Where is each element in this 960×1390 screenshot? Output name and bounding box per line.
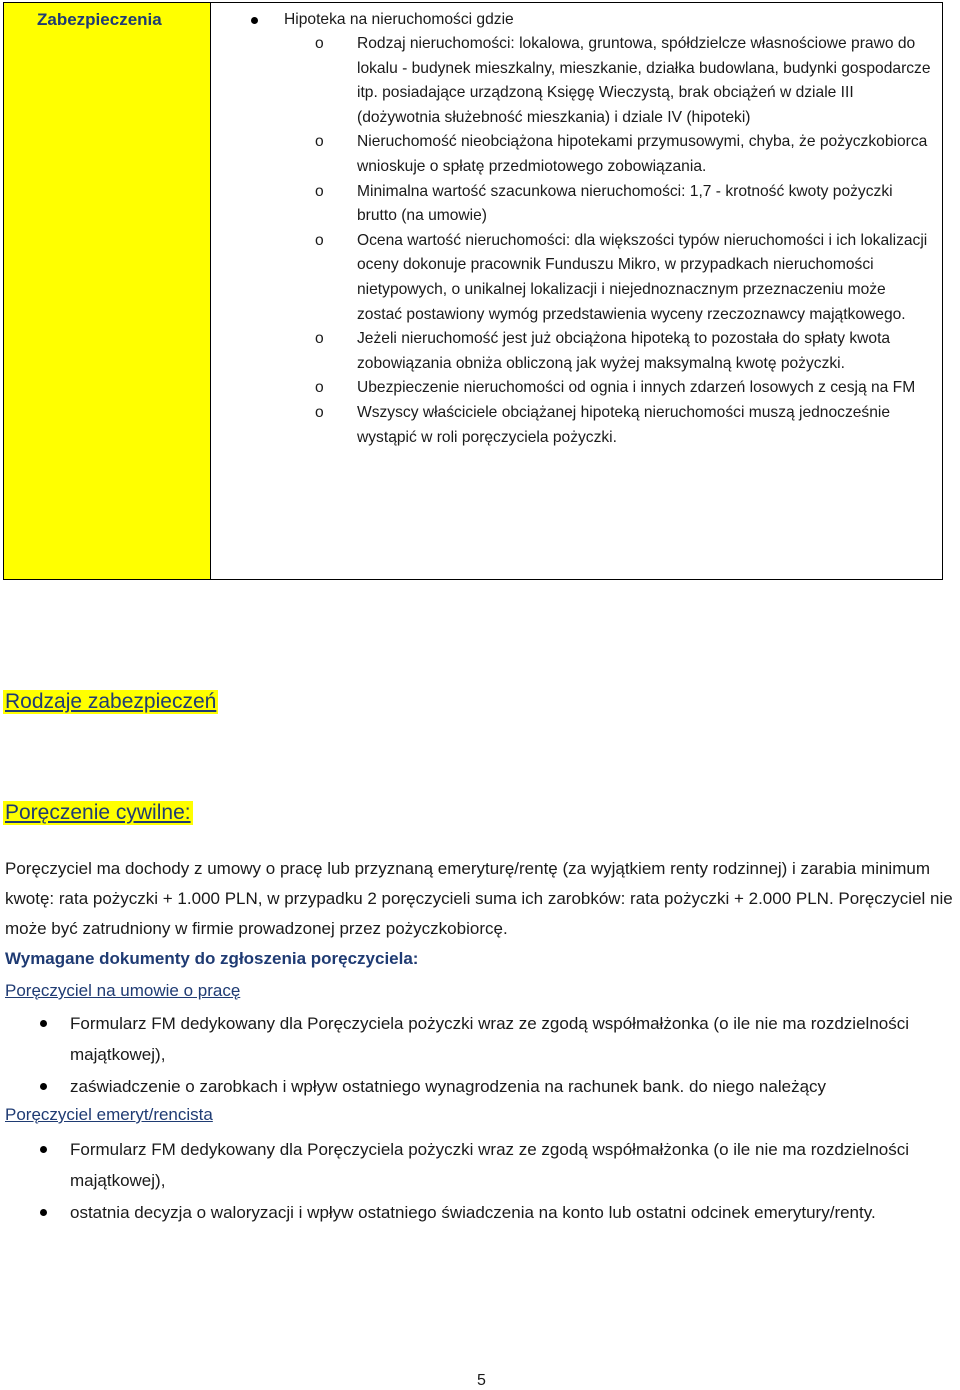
required-docs-heading: Wymagane dokumenty do zgłoszenia poręczyciela: — [5, 949, 419, 968]
circle-marker-icon: o — [315, 330, 324, 348]
list-item: o Rodzaj nieruchomości: lokalowa, gruntowa, spółdzielcze własnościowe prawo do lokalu - budynek mieszkalny, mieszkanie, działka budowlana, budynki gospodarcze itp. posiadające urządzoną Księgę Wieczystą, brak obciążeń w dziale III (dożywotnia służebność mieszkania) i dziale IV (hipoteki) — [251, 32, 932, 130]
bullet-icon — [40, 1146, 47, 1153]
table-label-cell — [4, 3, 211, 579]
circle-marker-icon: o — [315, 35, 324, 52]
list-item: Formularz FM dedykowany dla Poręczyciela pożyczki wraz ze zgodą współmałżonka (o ile nie ma rozdzielności majątkowej), — [70, 1008, 958, 1070]
list-item: ostatnia decyzja o waloryzacji i wpływ ostatniego świadczenia na konto lub ostatni odcinek emerytury/renty. — [70, 1197, 958, 1228]
circle-marker-icon: o — [315, 403, 324, 421]
heading-security-types: Rodzaje zabezpieczeń — [5, 690, 217, 713]
list-item: zaświadczenie o zarobkach i wpływ ostatniego wynagrodzenia na rachunek bank. do niego należący — [70, 1071, 958, 1102]
list-item: o Wszyscy właściciele obciążanej hipoteką nieruchomości muszą jednocześnie wystąpić w roli poręczyciela pożyczki. — [251, 401, 932, 450]
pension-section-title: Poręczyciel emeryt/rencista — [5, 1105, 213, 1124]
list-item: o Minimalna wartość szacunkowa nieruchomości: 1,7 - krotność kwoty pożyczki brutto (na umowie) — [251, 180, 932, 229]
guarantor-paragraph: Poręczyciel ma dochody z umowy o pracę lub przyznaną emeryturę/rentę (za wyjątkiem renty rodzinnej) i zarabia minimum kwotę: rata pożyczki + 1.000 PLN, w przypadku 2 poręczycieli suma ich zarobków: rata pożyczki + 2.000 PLN. Poręczyciel nie może być zatrudniony w firmie prowadzonej przez pożyczkobiorcę. — [5, 859, 953, 938]
list-item: Formularz FM dedykowany dla Poręczyciela pożyczki wraz ze zgodą współmałżonka (o ile nie ma rozdzielności majątkowej), — [70, 1134, 958, 1196]
mortgage-item-label: Hipoteka na nieruchomości gdzie — [284, 11, 514, 28]
bullet-icon — [251, 17, 258, 24]
list-item: o Jeżeli nieruchomość jest już obciążona hipoteką to pozostała do spłaty kwota zobowiązania obniża obliczoną jak wyżej maksymalną kwotę pożyczki. — [251, 327, 932, 376]
list-item: o Ocena wartość nieruchomości: dla większości typów nieruchomości i ich lokalizacji oceny dokonuje pracownik Funduszu Mikro, w przypadkach nieruchomości nietypowych, o unikalnej lokalizacji i niejednoznacznym przeznaczeniu może zostać postawiony wymóg przedstawienia wyceny rzeczoznawcy majątkowego. — [251, 229, 932, 327]
list-item: o Nieruchomość nieobciążona hipotekami przymusowymi, chyba, że pożyczkobiorca wnioskuje o spłatę przedmiotowego zobowiązania. — [251, 130, 932, 179]
page-number: 5 — [477, 1372, 486, 1389]
bullet-icon — [40, 1083, 47, 1090]
mortgage-item — [251, 9, 932, 30]
circle-marker-icon: o — [315, 182, 324, 200]
mortgage-conditions-list — [251, 32, 932, 450]
employment-section-title: Poręczyciel na umowie o pracę — [5, 981, 241, 1000]
circle-marker-icon: o — [315, 133, 324, 151]
table-label: Zabezpieczenia — [37, 10, 162, 29]
bullet-icon — [40, 1209, 47, 1216]
heading-civil-guarantee: Poręczenie cywilne: — [5, 801, 191, 824]
security-table — [3, 2, 943, 580]
table-content-cell — [211, 3, 942, 579]
circle-marker-icon: o — [315, 379, 324, 397]
list-item: o Ubezpieczenie nieruchomości od ognia i innych zdarzeń losowych z cesją na FM — [251, 376, 932, 401]
circle-marker-icon: o — [315, 231, 324, 249]
bullet-icon — [40, 1020, 47, 1027]
